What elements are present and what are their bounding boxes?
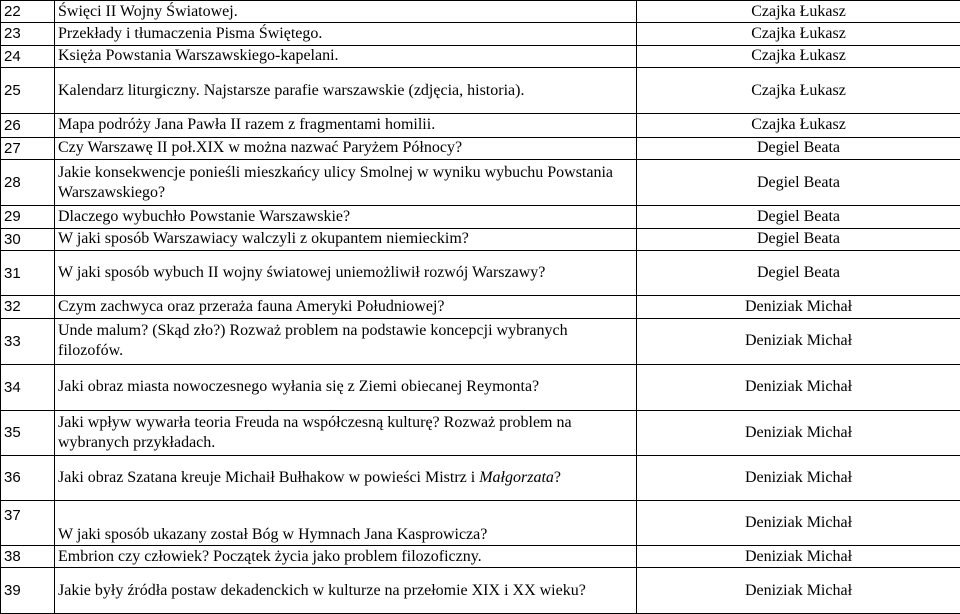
row-number: 34 bbox=[1, 365, 55, 411]
row-number: 31 bbox=[1, 250, 55, 296]
table-row bbox=[1, 365, 960, 411]
topic-author: Degiel Beata bbox=[637, 206, 960, 228]
table-row bbox=[1, 250, 960, 296]
topic-author: Deniziak Michał bbox=[637, 500, 960, 546]
book-title-italic: Małgorzata bbox=[479, 468, 554, 486]
topic-title: W jaki sposób Warszawiacy walczyli z okupantem niemieckim? bbox=[55, 228, 637, 250]
row-number: 39 bbox=[1, 568, 55, 614]
table-row bbox=[1, 23, 960, 45]
table-row bbox=[1, 1, 960, 23]
topic-title bbox=[55, 456, 637, 501]
table-row bbox=[1, 456, 960, 501]
row-number: 27 bbox=[1, 137, 55, 159]
row-number: 36 bbox=[1, 456, 55, 501]
topic-author: Czajka Łukasz bbox=[637, 23, 960, 45]
topic-author: Degiel Beata bbox=[637, 159, 960, 206]
table-row bbox=[1, 228, 960, 250]
topic-title: Księża Powstania Warszawskiego-kapelani. bbox=[55, 45, 637, 67]
topic-author: Degiel Beata bbox=[637, 228, 960, 250]
table-row bbox=[1, 546, 960, 568]
topic-author: Deniziak Michał bbox=[637, 365, 960, 411]
row-number: 25 bbox=[1, 67, 55, 114]
row-number: 26 bbox=[1, 114, 55, 137]
topic-title: Jakie konsekwencje ponieśli mieszkańcy ulicy Smolnej w wyniku wybuchu Powstania Warszawskiego? bbox=[55, 159, 637, 206]
row-number: 28 bbox=[1, 159, 55, 206]
row-number: 29 bbox=[1, 206, 55, 228]
topic-author: Degiel Beata bbox=[637, 250, 960, 296]
topic-title: W jaki sposób wybuch II wojny światowej uniemożliwił rozwój Warszawy? bbox=[55, 250, 637, 296]
table-row bbox=[1, 296, 960, 318]
topic-title: Czym zachwyca oraz przeraża fauna Ameryki Południowej? bbox=[55, 296, 637, 318]
row-number: 22 bbox=[1, 1, 55, 23]
table-row bbox=[1, 67, 960, 114]
topic-author: Deniziak Michał bbox=[637, 546, 960, 568]
table-row bbox=[1, 318, 960, 365]
topic-title: Mapa podróży Jana Pawła II razem z fragmentami homilii. bbox=[55, 114, 637, 137]
table-row bbox=[1, 500, 960, 546]
topic-author: Czajka Łukasz bbox=[637, 114, 960, 137]
topic-author: Degiel Beata bbox=[637, 137, 960, 159]
row-number: 32 bbox=[1, 296, 55, 318]
topic-title: Święci II Wojny Światowej. bbox=[55, 1, 637, 23]
table-row bbox=[1, 45, 960, 67]
row-number: 23 bbox=[1, 23, 55, 45]
topic-author: Deniziak Michał bbox=[637, 318, 960, 365]
topic-title: Jaki obraz miasta nowoczesnego wyłania się z Ziemi obiecanej Reymonta? bbox=[55, 365, 637, 411]
topic-author: Deniziak Michał bbox=[637, 568, 960, 614]
topic-title: W jaki sposób ukazany został Bóg w Hymnach Jana Kasprowicza? bbox=[55, 500, 637, 546]
row-number: 38 bbox=[1, 546, 55, 568]
row-number: 33 bbox=[1, 318, 55, 365]
topic-author: Czajka Łukasz bbox=[637, 1, 960, 23]
topic-author: Deniziak Michał bbox=[637, 456, 960, 501]
table-row bbox=[1, 137, 960, 159]
title-question-mark: ? bbox=[553, 468, 561, 486]
topic-title: Jakie były źródła postaw dekadenckich w kulturze na przełomie XIX i XX wieku? bbox=[55, 568, 637, 614]
row-number: 24 bbox=[1, 45, 55, 67]
table-row bbox=[1, 206, 960, 228]
table-row bbox=[1, 410, 960, 456]
table-row bbox=[1, 114, 960, 137]
table-row bbox=[1, 159, 960, 206]
topic-title: Czy Warszawę II poł.XIX w można nazwać Paryżem Północy? bbox=[55, 137, 637, 159]
topic-title: Kalendarz liturgiczny. Najstarsze parafie warszawskie (zdjęcia, historia). bbox=[55, 67, 637, 114]
topic-title: Jaki wpływ wywarła teoria Freuda na współczesną kulturę? Rozważ problem na wybranych przykładach. bbox=[55, 410, 637, 456]
topic-author: Deniziak Michał bbox=[637, 410, 960, 456]
topic-title: Embrion czy człowiek? Początek życia jako problem filozoficzny. bbox=[55, 546, 637, 568]
topic-author: Deniziak Michał bbox=[637, 296, 960, 318]
topic-title: Dlaczego wybuchło Powstanie Warszawskie? bbox=[55, 206, 637, 228]
topic-author: Czajka Łukasz bbox=[637, 67, 960, 114]
topic-author: Czajka Łukasz bbox=[637, 45, 960, 67]
row-number: 30 bbox=[1, 228, 55, 250]
table-row bbox=[1, 568, 960, 614]
row-number: 37 bbox=[1, 500, 55, 546]
row-number: 35 bbox=[1, 410, 55, 456]
topic-title: Przekłady i tłumaczenia Pisma Świętego. bbox=[55, 23, 637, 45]
topic-title: Unde malum? (Skąd zło?) Rozważ problem na podstawie koncepcji wybranych filozofów. bbox=[55, 318, 637, 365]
title-text: Jaki obraz Szatana kreuje Michaił Bułhakow w powieści Mistrz i bbox=[58, 468, 476, 486]
